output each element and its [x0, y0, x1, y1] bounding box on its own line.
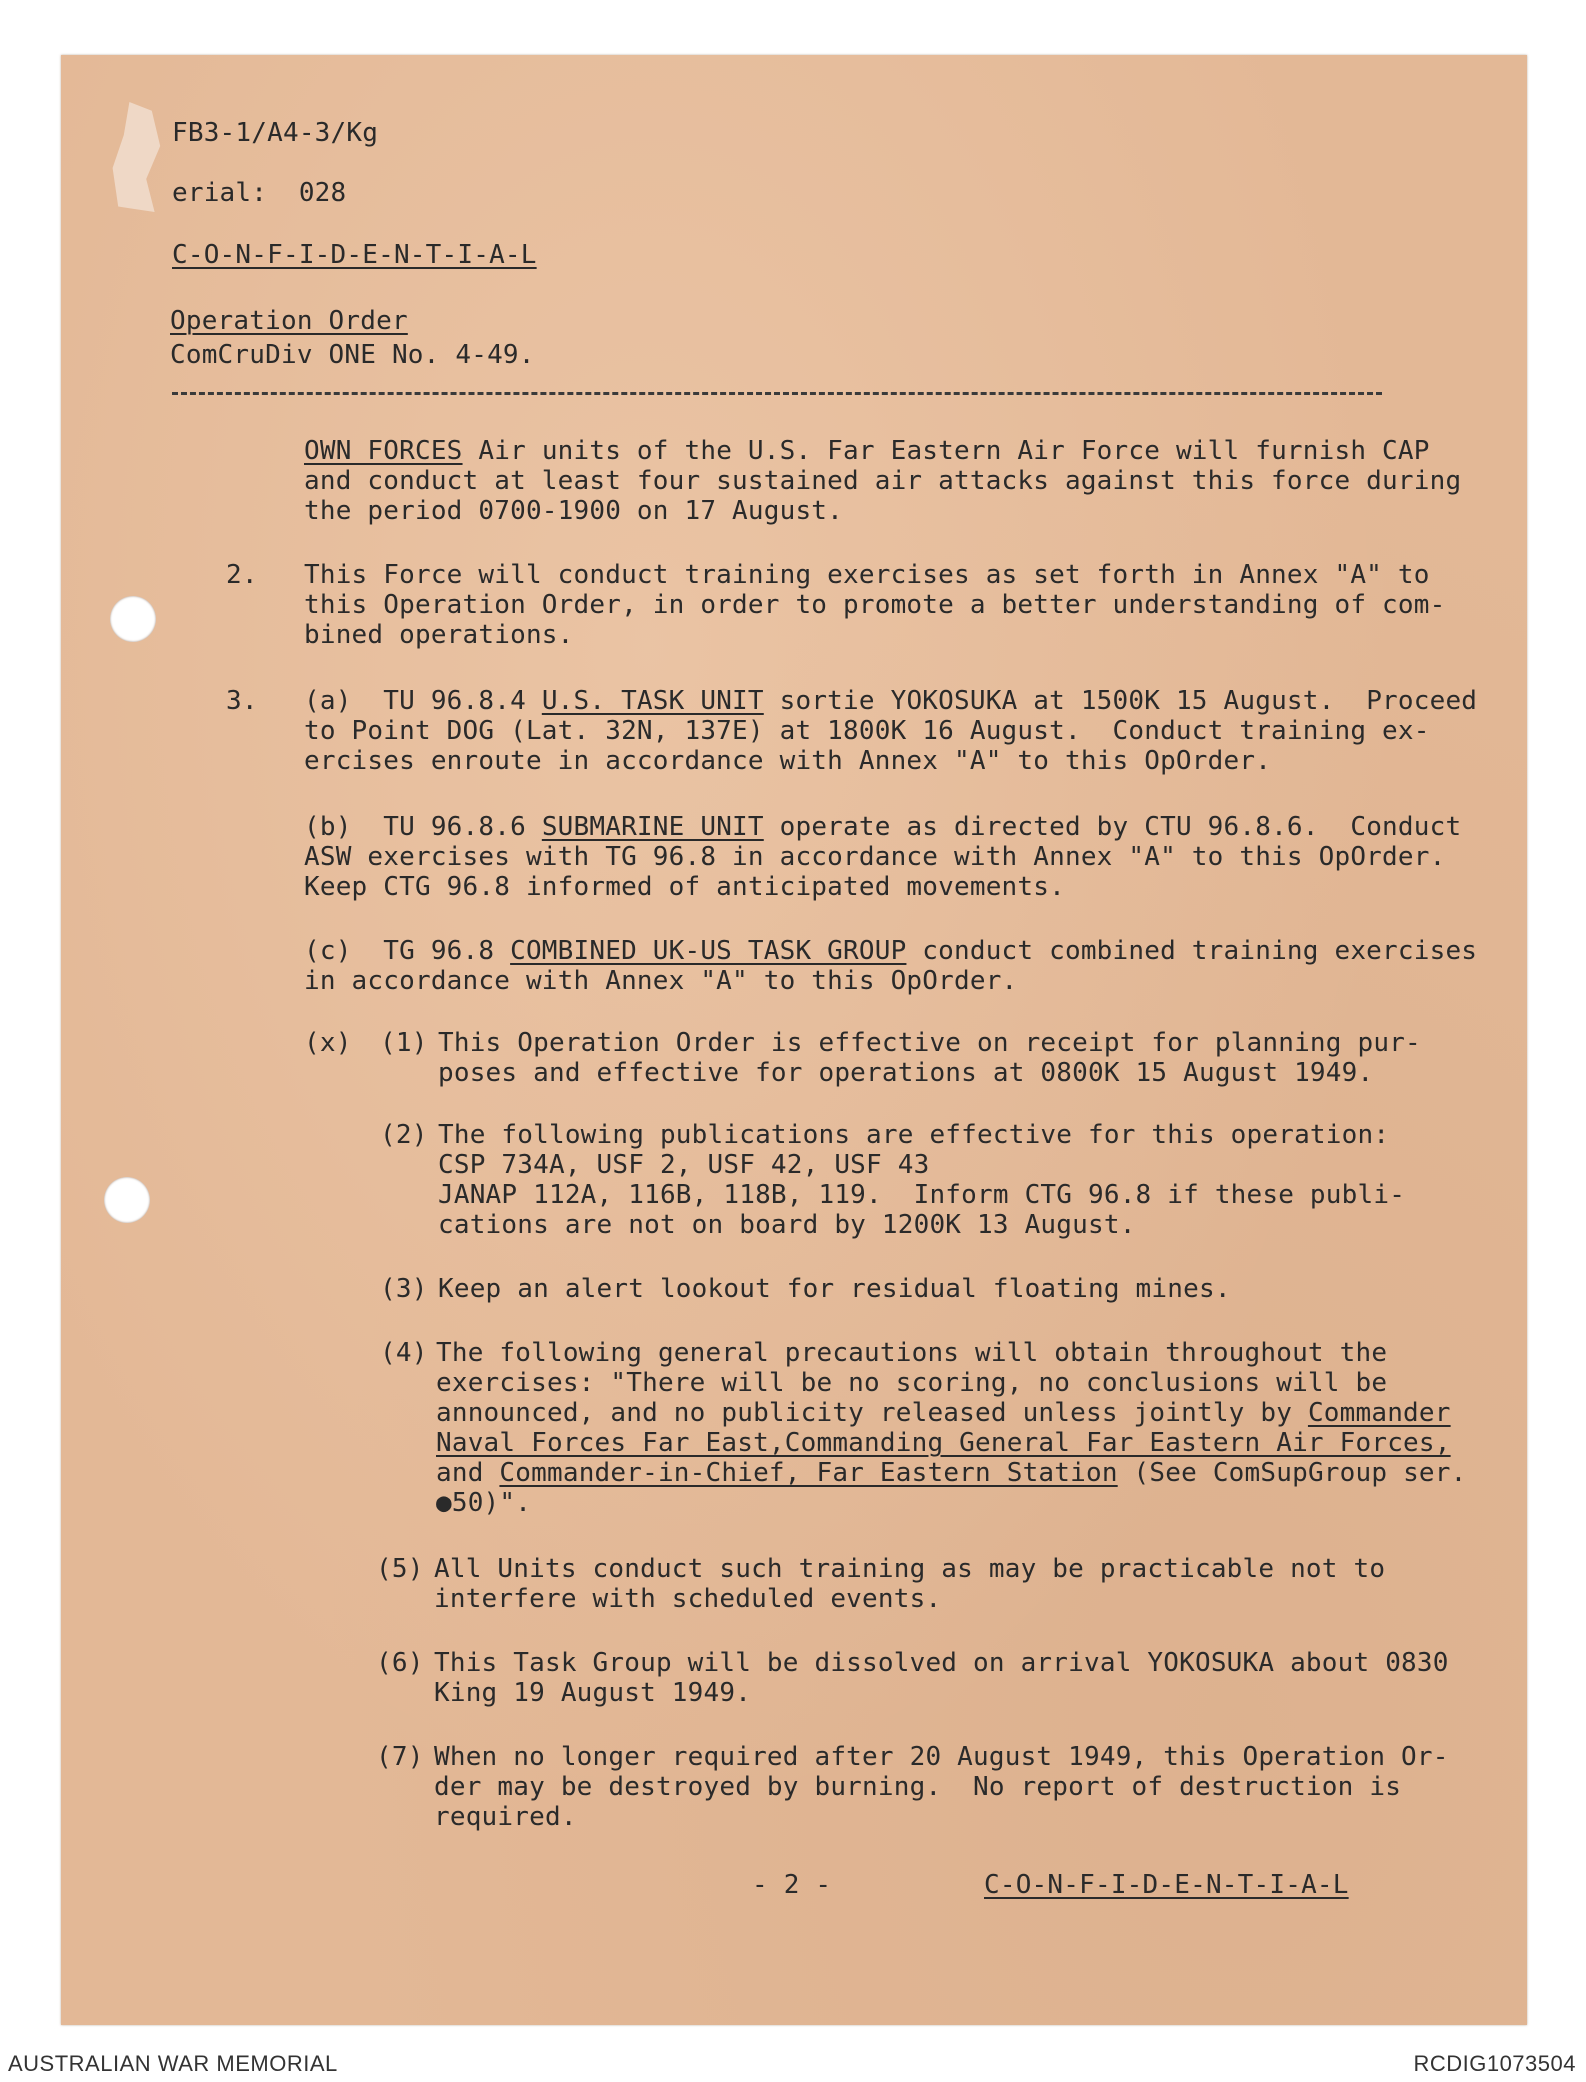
item-2-line-3: JANAP 112A, 116B, 118B, 119. Inform CTG 96.8 if these publi- [438, 1180, 1406, 1210]
para-2-line-3: bined operations. [304, 620, 574, 650]
para-3a-rest: sortie YOKOSUKA at 1500K 15 August. Proceed [763, 686, 1478, 716]
classification-header: C-O-N-F-I-D-E-N-T-I-A-L [172, 240, 537, 270]
item-7-number: (7) [376, 1742, 424, 1772]
para-2-number: 2. [226, 560, 258, 590]
para-3b-line-3: Keep CTG 96.8 informed of anticipated movements. [304, 872, 1065, 902]
file-reference: FB3-1/A4-3/Kg [172, 118, 379, 148]
item-6-number: (6) [376, 1648, 424, 1678]
para-3c-rest: conduct combined training exercises [906, 936, 1478, 966]
item-1-line-2: poses and effective for operations at 0800K 15 August 1949. [438, 1058, 1374, 1088]
item-5-line-2: interfere with scheduled events. [434, 1584, 942, 1614]
us-task-unit-label: U.S. TASK UNIT [541, 686, 764, 716]
archive-credit: AUSTRALIAN WAR MEMORIAL [8, 2051, 338, 2076]
punch-hole-top [110, 596, 156, 642]
para-3c-line-2: in accordance with Annex "A" to this OpOrder. [304, 966, 1018, 996]
item-1-number: (1) [380, 1028, 428, 1058]
submarine-unit-label: SUBMARINE UNIT [541, 812, 764, 842]
archive-id: RCDIG1073504 [1413, 2051, 1576, 2076]
item-2-number: (2) [380, 1120, 428, 1150]
own-forces-line-1-text: Air units of the U.S. Far Eastern Air Force will furnish CAP [462, 436, 1430, 466]
item-4-line-3-text: announced, and no publicity released unless jointly by [436, 1398, 1308, 1428]
item-5-number: (5) [376, 1554, 424, 1584]
para-2-line-2: this Operation Order, in order to promote a better understanding of com- [304, 590, 1446, 620]
para-3a-line-3: ercises enroute in accordance with Annex "A" to this OpOrder. [304, 746, 1272, 776]
para-3b-prefix: (b) TU 96.8.6 [304, 812, 542, 842]
item-5-line-1: All Units conduct such training as may be practicable not to [434, 1554, 1386, 1584]
item-1-line-1: This Operation Order is effective on receipt for planning pur- [438, 1028, 1421, 1058]
page-number: - 2 - [752, 1870, 832, 1900]
punch-hole-bottom [104, 1177, 150, 1223]
combined-task-group-label: COMBINED UK-US TASK GROUP [510, 936, 907, 966]
item-6-line-1: This Task Group will be dissolved on arrival YOKOSUKA about 0830 [434, 1648, 1449, 1678]
own-forces-line-3: the period 0700-1900 on 17 August. [304, 496, 844, 526]
para-3c-line-1 [304, 936, 1477, 966]
para-x-label: (x) [304, 1028, 352, 1058]
item-6-line-2: King 19 August 1949. [434, 1678, 752, 1708]
item-7-line-3: required. [434, 1802, 577, 1832]
para-3b-line-1 [304, 812, 1461, 842]
para-3c-prefix: (c) TG 96.8 [304, 936, 511, 966]
item-2-line-2: CSP 734A, USF 2, USF 42, USF 43 [438, 1150, 930, 1180]
item-3-line-1: Keep an alert lookout for residual floating mines. [438, 1274, 1231, 1304]
para-3-number: 3. [226, 686, 258, 716]
order-title: Operation Order [170, 306, 408, 336]
item-4-line-6: ●50)". [436, 1488, 532, 1518]
item-4-line-5 [436, 1458, 1466, 1488]
commander-in-chief-underlined: Commander-in-Chief, Far Eastern Station [499, 1458, 1118, 1488]
item-4-line-5-and: and [436, 1458, 500, 1488]
para-3a-prefix: (a) TU 96.8.4 [304, 686, 542, 716]
item-4-line-4: Naval Forces Far East,Commanding General Far Eastern Air Forces, [436, 1428, 1451, 1458]
item-2-line-4: cations are not on board by 1200K 13 August. [438, 1210, 1136, 1240]
item-4-line-1: The following general precautions will obtain throughout the [436, 1338, 1388, 1368]
item-3-number: (3) [380, 1274, 428, 1304]
own-forces-heading: OWN FORCES [304, 436, 463, 466]
order-number: ComCruDiv ONE No. 4-49. [170, 340, 535, 370]
item-7-line-1: When no longer required after 20 August 1949, this Operation Or- [434, 1742, 1449, 1772]
commander-underlined: Commander [1307, 1398, 1451, 1428]
own-forces-line-2: and conduct at least four sustained air attacks against this force during [304, 466, 1462, 496]
para-3b-line-2: ASW exercises with TG 96.8 in accordance with Annex "A" to this OpOrder. [304, 842, 1446, 872]
item-4-line-2: exercises: "There will be no scoring, no conclusions will be [436, 1368, 1388, 1398]
classification-footer: C-O-N-F-I-D-E-N-T-I-A-L [984, 1870, 1349, 1900]
para-3a-line-2: to Point DOG (Lat. 32N, 137E) at 1800K 16 August. Conduct training ex- [304, 716, 1430, 746]
item-7-line-2: der may be destroyed by burning. No report of destruction is [434, 1772, 1402, 1802]
para-3a-line-1 [304, 686, 1477, 716]
header-divider [172, 392, 1382, 395]
para-2-line-1: This Force will conduct training exercises as set forth in Annex "A" to [304, 560, 1430, 590]
item-4-number: (4) [380, 1338, 428, 1368]
own-forces-line-1 [304, 436, 1430, 466]
serial-number: erial: 028 [172, 178, 347, 208]
item-2-line-1: The following publications are effective for this operation: [438, 1120, 1390, 1150]
para-3b-rest: operate as directed by CTU 96.8.6. Conduct [763, 812, 1462, 842]
item-4-line-5-rest: (See ComSupGroup ser. [1117, 1458, 1467, 1488]
item-4-line-3 [436, 1398, 1451, 1428]
